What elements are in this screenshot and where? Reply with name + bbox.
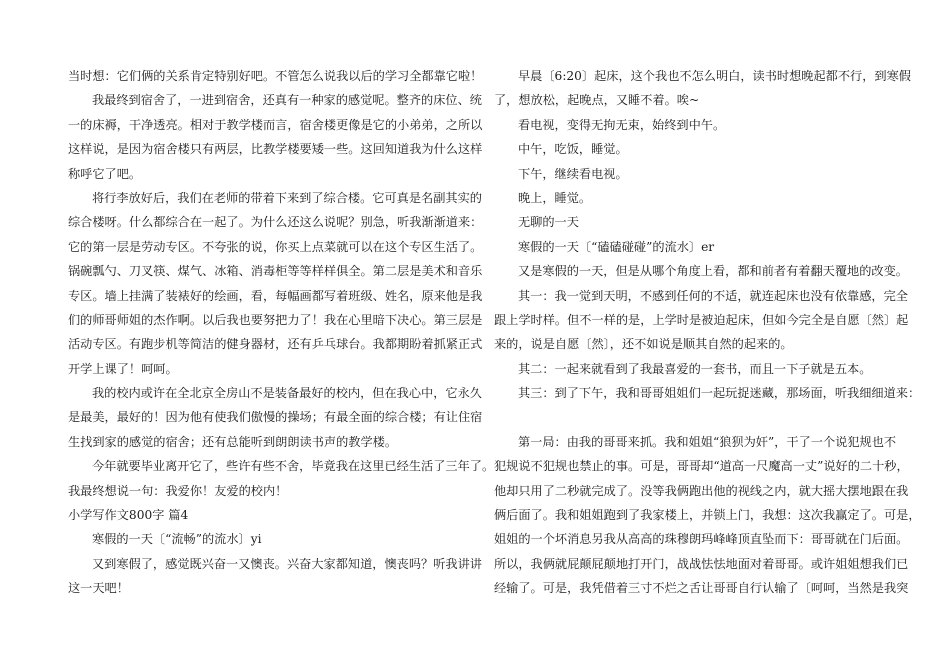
text-line: 其三：到了下午，我和哥哥姐姐们一起玩捉迷藏，那场面，听我细细道来： [518,386,921,401]
text-line: 早晨〔6:20〕起床，这个我也不怎么明白，读书时想晚起都不行，到寒假 [518,69,911,83]
right-column [494,64,921,601]
text-line: 称呼它了吧。 [68,166,142,181]
text-line: 是最美，最好的！因为他有使我们傲慢的操场；有最全面的综合楼；有让住宿 [68,410,483,425]
text-line: 下午，继续看电视。 [518,166,628,181]
text-line: 小学写作文800字 篇4 [68,508,189,523]
text-line: 我的校内或许在全北京全房山不是装备最好的校内，但在我心中，它永久 [92,386,482,401]
text-line: 活动专区。有跑步机等简洁的健身器材，还有乒乓球台。我都期盼着抓紧正式 [68,337,483,352]
text-line: 跟上学时样。但不一样的是，上学时是被迫起床，但如今完全是自愿〔然〕起 [494,312,909,327]
text-line: 了，想放松，起晚点，又睡不着。唉~ [494,93,700,108]
text-line: 又是寒假的一天，但是从哪个角度上看，都和前者有着翻天覆地的改变。 [518,264,908,279]
text-line: 专区。墙上挂满了装裱好的绘画，看，每幅画都写着班级、姓名，原来他是我 [68,288,483,303]
text-line: 一的床褥，干净透亮。相对于教学楼而言，宿舍楼更像是它的小弟弟，之所以 [68,117,483,132]
text-line: 经输了。可是，我凭借着三寸不烂之舌让哥哥自行认输了〔呵呵，当然是我突 [494,581,909,596]
text-line: 他却只用了二秒就完成了。没等我俩跑出他的视线之内，就大摇大摆地跟在我 [494,483,909,498]
text-line: 无聊的一天 [518,215,579,230]
text-line: 姐姐的一个坏消息另我从高高的珠穆朗玛峰峰顶直坠而下：哥哥就在门后面。 [494,532,909,547]
text-line: 其二：一起来就看到了我最喜爱的一套书，而且一下子就是五本。 [518,361,872,376]
text-line: 我最终想说一句：我爱你！友爱的校内！ [68,483,288,498]
text-line: 综合楼呀。什么都综合在一起了。为什么还这么说呢？别急，听我渐渐道来： [68,215,483,230]
text-line: 俩后面了。我和姐姐跑到了我家楼上，并锁上门，我想：这次我赢定了。可是， [494,508,921,523]
text-line: 寒假的一天〔“流畅”的流水〕yi [92,532,262,547]
text-line [494,405,876,429]
text-line: 们的师哥师姐的杰作啊。以后我也要努把力了！我在心里暗下决心。第三层是 [68,312,483,327]
text-line: 所以，我俩就屁颠屁颠地打开门，战战怯怯地面对着哥哥。或许姐姐想我们已 [494,556,909,571]
text-line: 寒假的一天〔“磕磕碰碰”的流水〕er [518,239,715,254]
left-column [68,64,495,601]
text-line: 今年就要毕业离开它了，些许有些不舍，毕竟我在这里已经生活了三年了。 [92,459,495,474]
text-line: 其一：我一觉到天明，不感到任何的不适，就连起床也没有依靠感，完全 [518,288,908,303]
text-line: 又到寒假了，感觉既兴奋一又懊丧。兴奋大家都知道，懊丧吗？听我讲讲 [92,556,482,571]
text-line: 开学上课了！呵呵。 [68,361,178,376]
text-line: 这一天吧！ [68,581,129,596]
text-line: 将行李放好后，我们在老师的带着下来到了综合楼。它可真是名副其实的 [92,190,482,205]
text-line: 来的，说是自愿〔然〕，还不如说是顺其自然的起来的。 [494,337,793,352]
text-line: 中午，吃饭，睡觉。 [518,142,628,157]
text-line: 第一局：由我的哥哥来抓。我和姐姐“狼狈为奸”，干了一个说犯规也不 [518,434,897,449]
text-line: 锅碗瓢勺、刀叉筷、煤气、冰箱、消毒柜等等样样俱全。第二层是美术和音乐 [68,264,483,279]
text-line: 生找到家的感觉的宿舍；还有总能听到朗朗读书声的教学楼。 [68,434,398,449]
text-line: 当时想：它们俩的关系肯定特别好吧。不管怎么说我以后的学习全都靠它啦！ [68,69,483,83]
text-line: 晚上，睡觉。 [518,190,592,205]
text-line: 看电视，变得无拘无束，始终到中午。 [518,117,726,132]
text-line: 我最终到宿舍了，一进到宿舍，还真有一种家的感觉呢。整齐的床位、统 [92,93,482,108]
text-line: 犯规说不犯规也禁止的事。可是，哥哥却“道高一尺魔高一丈”说好的二十秒， [494,459,909,474]
text-line: 它的第一层是劳动专区。不夸张的说，你买上点菜就可以在这个专区生活了。 [68,239,483,254]
text-line: 这样说，是因为宿舍楼只有两层，比教学楼要矮一些。这回知道我为什么这样 [68,142,483,157]
